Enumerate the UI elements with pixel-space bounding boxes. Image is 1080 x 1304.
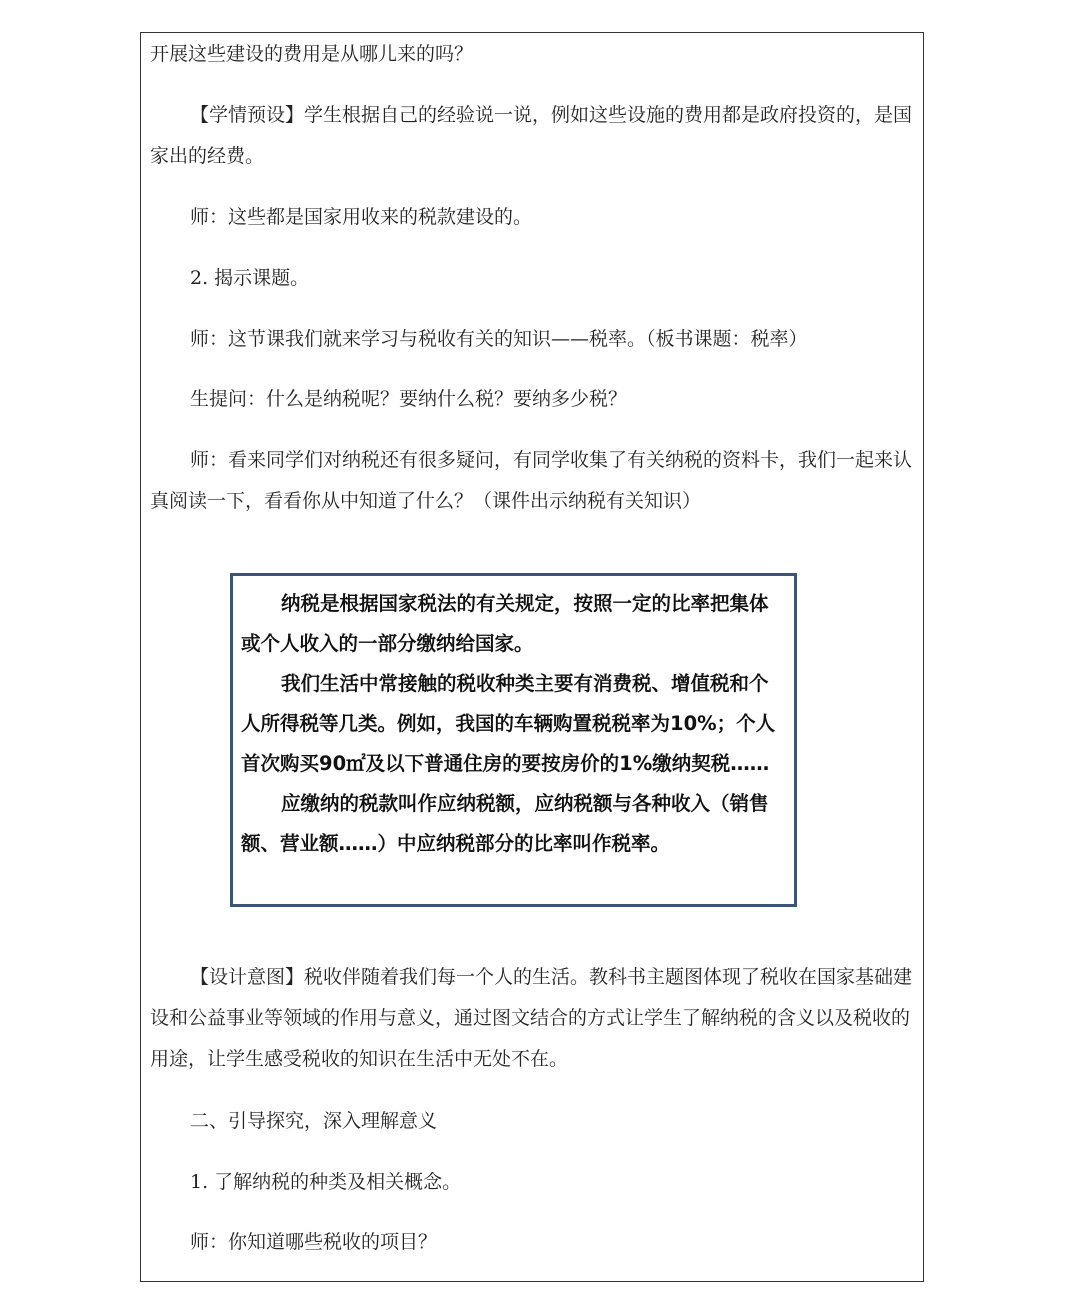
paragraph-teacher-tax-rate: 师：这节课我们就来学习与税收有关的知识——税率。（板书课题：税率） (190, 328, 808, 350)
paragraph-teacher-taxes: 师：这些都是国家用收来的税款建设的。 (190, 206, 533, 228)
paragraph-teacher-info-card: 师：看来同学们对纳税还有很多疑问，有同学收集了有关纳税的资料卡，我们一起来认真阅读一下，看看你从中知道了什么？（课件出示纳税有关知识） (150, 449, 913, 512)
paragraph-design-intent: 【设计意图】税收伴随着我们每一个人的生活。教科书主题图体现了税收在国家基础建设和公益事业等领域的作用与意义，通过图文结合的方式让学生了解纳税的含义以及税收的用途，让学生感受税收的知识在生活中无处不在。 (150, 966, 913, 1070)
paragraph-tax-types-concepts: 1. 了解纳税的种类及相关概念。 (190, 1171, 462, 1193)
info-card-tax-rate: 应缴纳的税款叫作应纳税额，应纳税额与各种收入（销售额、营业额……）中应纳税部分的比率叫作税率。 (241, 792, 769, 855)
paragraph-student-questions: 生提问：什么是纳税呢？要纳什么税？要纳多少税？ (190, 388, 628, 410)
paragraph-reveal-topic: 2. 揭示课题。 (190, 267, 310, 289)
info-card-definition: 纳税是根据国家税法的有关规定，按照一定的比率把集体或个人收入的一部分缴纳给国家。 (241, 592, 769, 655)
tax-info-card (230, 573, 797, 907)
paragraph-question-continued: 开展这些建设的费用是从哪儿来的吗？ (150, 43, 474, 65)
paragraph-teacher-tax-items: 师：你知道哪些税收的项目？ (190, 1231, 438, 1253)
info-card-tax-types: 我们生活中常接触的税收种类主要有消费税、增值税和个人所得税等几类。例如，我国的车辆购置税税率为10%；个人首次购买90㎡及以下普通住房的要按房价的1%缴纳契税…… (241, 672, 776, 775)
paragraph-learning-preset: 【学情预设】学生根据自己的经验说一说，例如这些设施的费用都是政府投资的，是国家出的经费。 (150, 104, 913, 167)
section-heading-guided-inquiry: 二、引导探究，深入理解意义 (190, 1110, 438, 1132)
